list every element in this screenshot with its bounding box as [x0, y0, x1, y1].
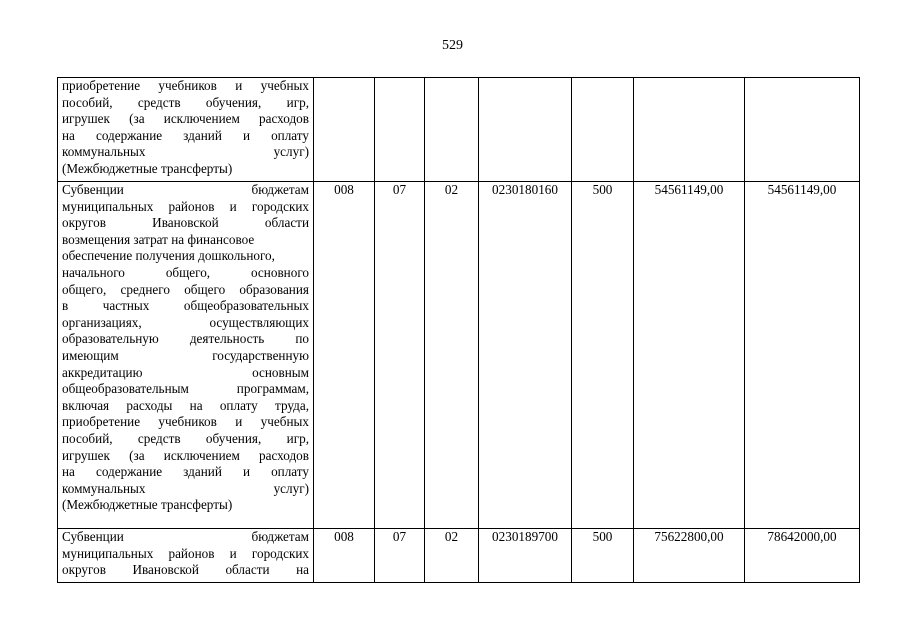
ministry-code: 008 [314, 529, 375, 583]
amount-year-1: 75622800,00 [634, 529, 745, 583]
description-line: на содержание зданий и оплату [62, 127, 309, 143]
table-row [58, 78, 860, 182]
expense-type-code: 500 [572, 182, 634, 529]
description-line: организациях, осуществляющих [62, 314, 309, 330]
amount-year-1 [634, 78, 745, 182]
budget-table [57, 77, 860, 583]
description-line: муниципальных районов и городских [62, 545, 309, 561]
amount-year-2 [745, 78, 860, 182]
description-line: приобретение учебников и учебных [62, 414, 309, 430]
amount-year-2: 54561149,00 [745, 182, 860, 529]
description-line: округов Ивановской области [62, 215, 309, 231]
ministry-code [314, 78, 375, 182]
description-line: коммунальных услуг) [62, 480, 309, 496]
description-line: (Межбюджетные трансферты) [62, 497, 233, 513]
target-article-code [479, 78, 572, 182]
description-line: имеющим государственную [62, 347, 309, 363]
table-row [58, 182, 860, 529]
description-line: игрушек (за исключением расходов [62, 111, 309, 127]
description-line: образовательную деятельность по [62, 331, 309, 347]
table-row [58, 529, 860, 583]
description-line: приобретение учебников и учебных [62, 78, 309, 93]
ministry-code: 008 [314, 182, 375, 529]
target-article-code: 0230189700 [479, 529, 572, 583]
subsection-code: 02 [425, 529, 479, 583]
description-line: общего, среднего общего образования [62, 281, 309, 297]
page-number: 529 [442, 38, 463, 53]
description-line: аккредитацию основным [62, 364, 309, 380]
section-code: 07 [375, 182, 425, 529]
row-description [58, 78, 314, 182]
amount-year-2: 78642000,00 [745, 529, 860, 583]
description-line: пособий, средств обучения, игр, [62, 94, 309, 110]
section-code: 07 [375, 529, 425, 583]
expense-type-code [572, 78, 634, 182]
description-line: обеспечение получения дошкольного, [62, 248, 275, 264]
row-description [58, 182, 314, 529]
description-line: округов Ивановской области на [62, 562, 309, 578]
description-line: начального общего, основного [62, 264, 309, 280]
section-code [375, 78, 425, 182]
expense-type-code: 500 [572, 529, 634, 583]
description-line: общеобразовательным программам, [62, 381, 309, 397]
description-line: Субвенции бюджетам [62, 182, 309, 197]
row-description [58, 529, 314, 583]
amount-year-1: 54561149,00 [634, 182, 745, 529]
description-line: пособий, средств обучения, игр, [62, 430, 309, 446]
subsection-code [425, 78, 479, 182]
description-line: коммунальных услуг) [62, 144, 309, 160]
description-line: возмещения затрат на финансовое [62, 231, 255, 247]
description-line: включая расходы на оплату труда, [62, 397, 309, 413]
description-line: муниципальных районов и городских [62, 198, 309, 214]
target-article-code: 0230180160 [479, 182, 572, 529]
description-line: (Межбюджетные трансферты) [62, 160, 233, 176]
description-line: Субвенции бюджетам [62, 529, 309, 544]
description-line: игрушек (за исключением расходов [62, 447, 309, 463]
description-line: в частных общеобразовательных [62, 298, 309, 314]
description-line: на содержание зданий и оплату [62, 464, 309, 480]
subsection-code: 02 [425, 182, 479, 529]
